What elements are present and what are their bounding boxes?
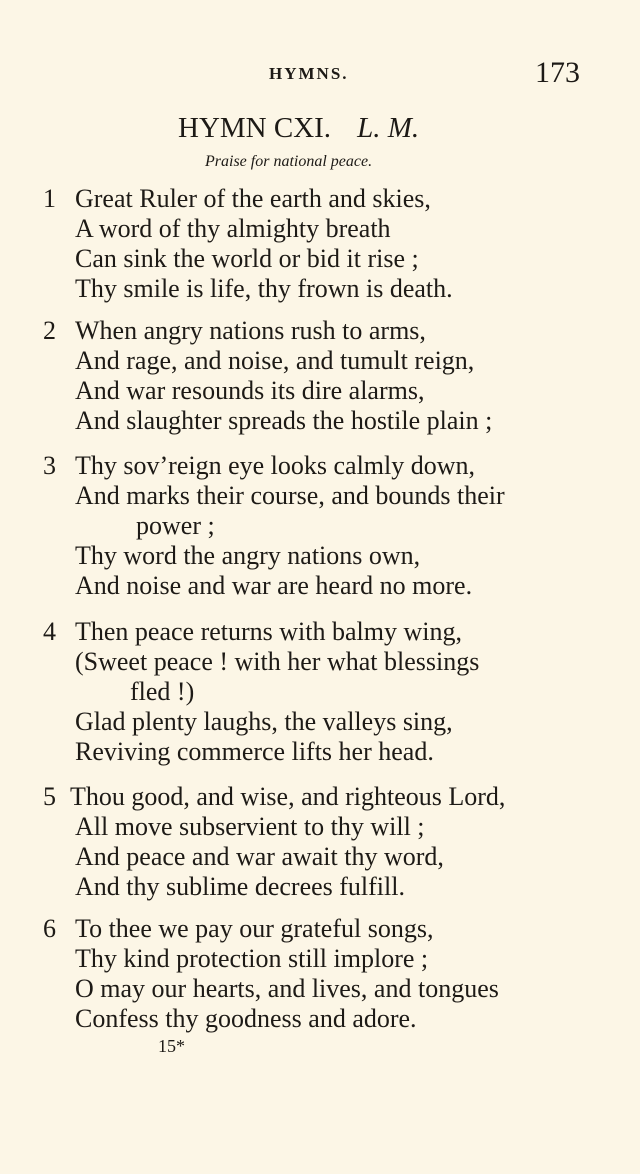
- verse-line: And marks their course, and bounds their: [75, 481, 505, 510]
- running-head: HYMNS.: [269, 64, 349, 83]
- verse-line: (Sweet peace ! with her what blessings: [75, 647, 480, 676]
- verse-number: 3: [43, 451, 56, 480]
- verse-line: Reviving commerce lifts her head.: [75, 737, 434, 766]
- hymn-subtitle: Praise for national peace.: [205, 153, 373, 170]
- verse-line: Thou good, and wise, and righteous Lord,: [70, 782, 506, 811]
- verse-line: A word of thy almighty breath: [75, 214, 391, 243]
- verse-number: 1: [43, 184, 56, 213]
- verse-line: All move subservient to thy will ;: [75, 812, 425, 841]
- verse-line: O may our hearts, and lives, and tongues: [75, 974, 499, 1003]
- hymn-meter: L. M.: [357, 112, 420, 144]
- verse-line: And thy sublime decrees fulfill.: [75, 872, 405, 901]
- hymn-number: HYMN CXI.: [178, 112, 332, 144]
- verse-line: And slaughter spreads the hostile plain ;: [75, 406, 493, 435]
- verse-number: 6: [43, 914, 56, 943]
- verse-line: Confess thy goodness and adore.: [75, 1004, 417, 1033]
- verse-line: Then peace returns with balmy wing,: [75, 617, 462, 646]
- verse-line-turnover: fled !): [130, 677, 195, 706]
- verse-line: And noise and war are heard no more.: [75, 571, 473, 600]
- verse-line: To thee we pay our grateful songs,: [75, 914, 434, 943]
- verse-line: And peace and war await thy word,: [75, 842, 444, 871]
- verse-line: Thy kind protection still implore ;: [75, 944, 429, 973]
- verse-line: Thy word the angry nations own,: [75, 541, 421, 570]
- verse-number: 2: [43, 316, 56, 345]
- verse-number: 4: [43, 617, 56, 646]
- verse-line-turnover: power ;: [136, 511, 215, 540]
- verse-line: And war resounds its dire alarms,: [75, 376, 425, 405]
- verse-number: 5: [43, 782, 56, 811]
- verse-line: And rage, and noise, and tumult reign,: [75, 346, 475, 375]
- hymn-title: [178, 112, 419, 145]
- signature-mark: 15*: [158, 1036, 185, 1056]
- verse-line: Thy smile is life, thy frown is death.: [75, 274, 453, 303]
- page-number: 173: [535, 56, 580, 89]
- verse-line: Thy sov’reign eye looks calmly down,: [75, 451, 476, 480]
- verse-line: When angry nations rush to arms,: [75, 316, 426, 345]
- verse-line: Glad plenty laughs, the valleys sing,: [75, 707, 453, 736]
- verse-line: Can sink the world or bid it rise ;: [75, 244, 419, 273]
- verse-line: Great Ruler of the earth and skies,: [75, 184, 431, 213]
